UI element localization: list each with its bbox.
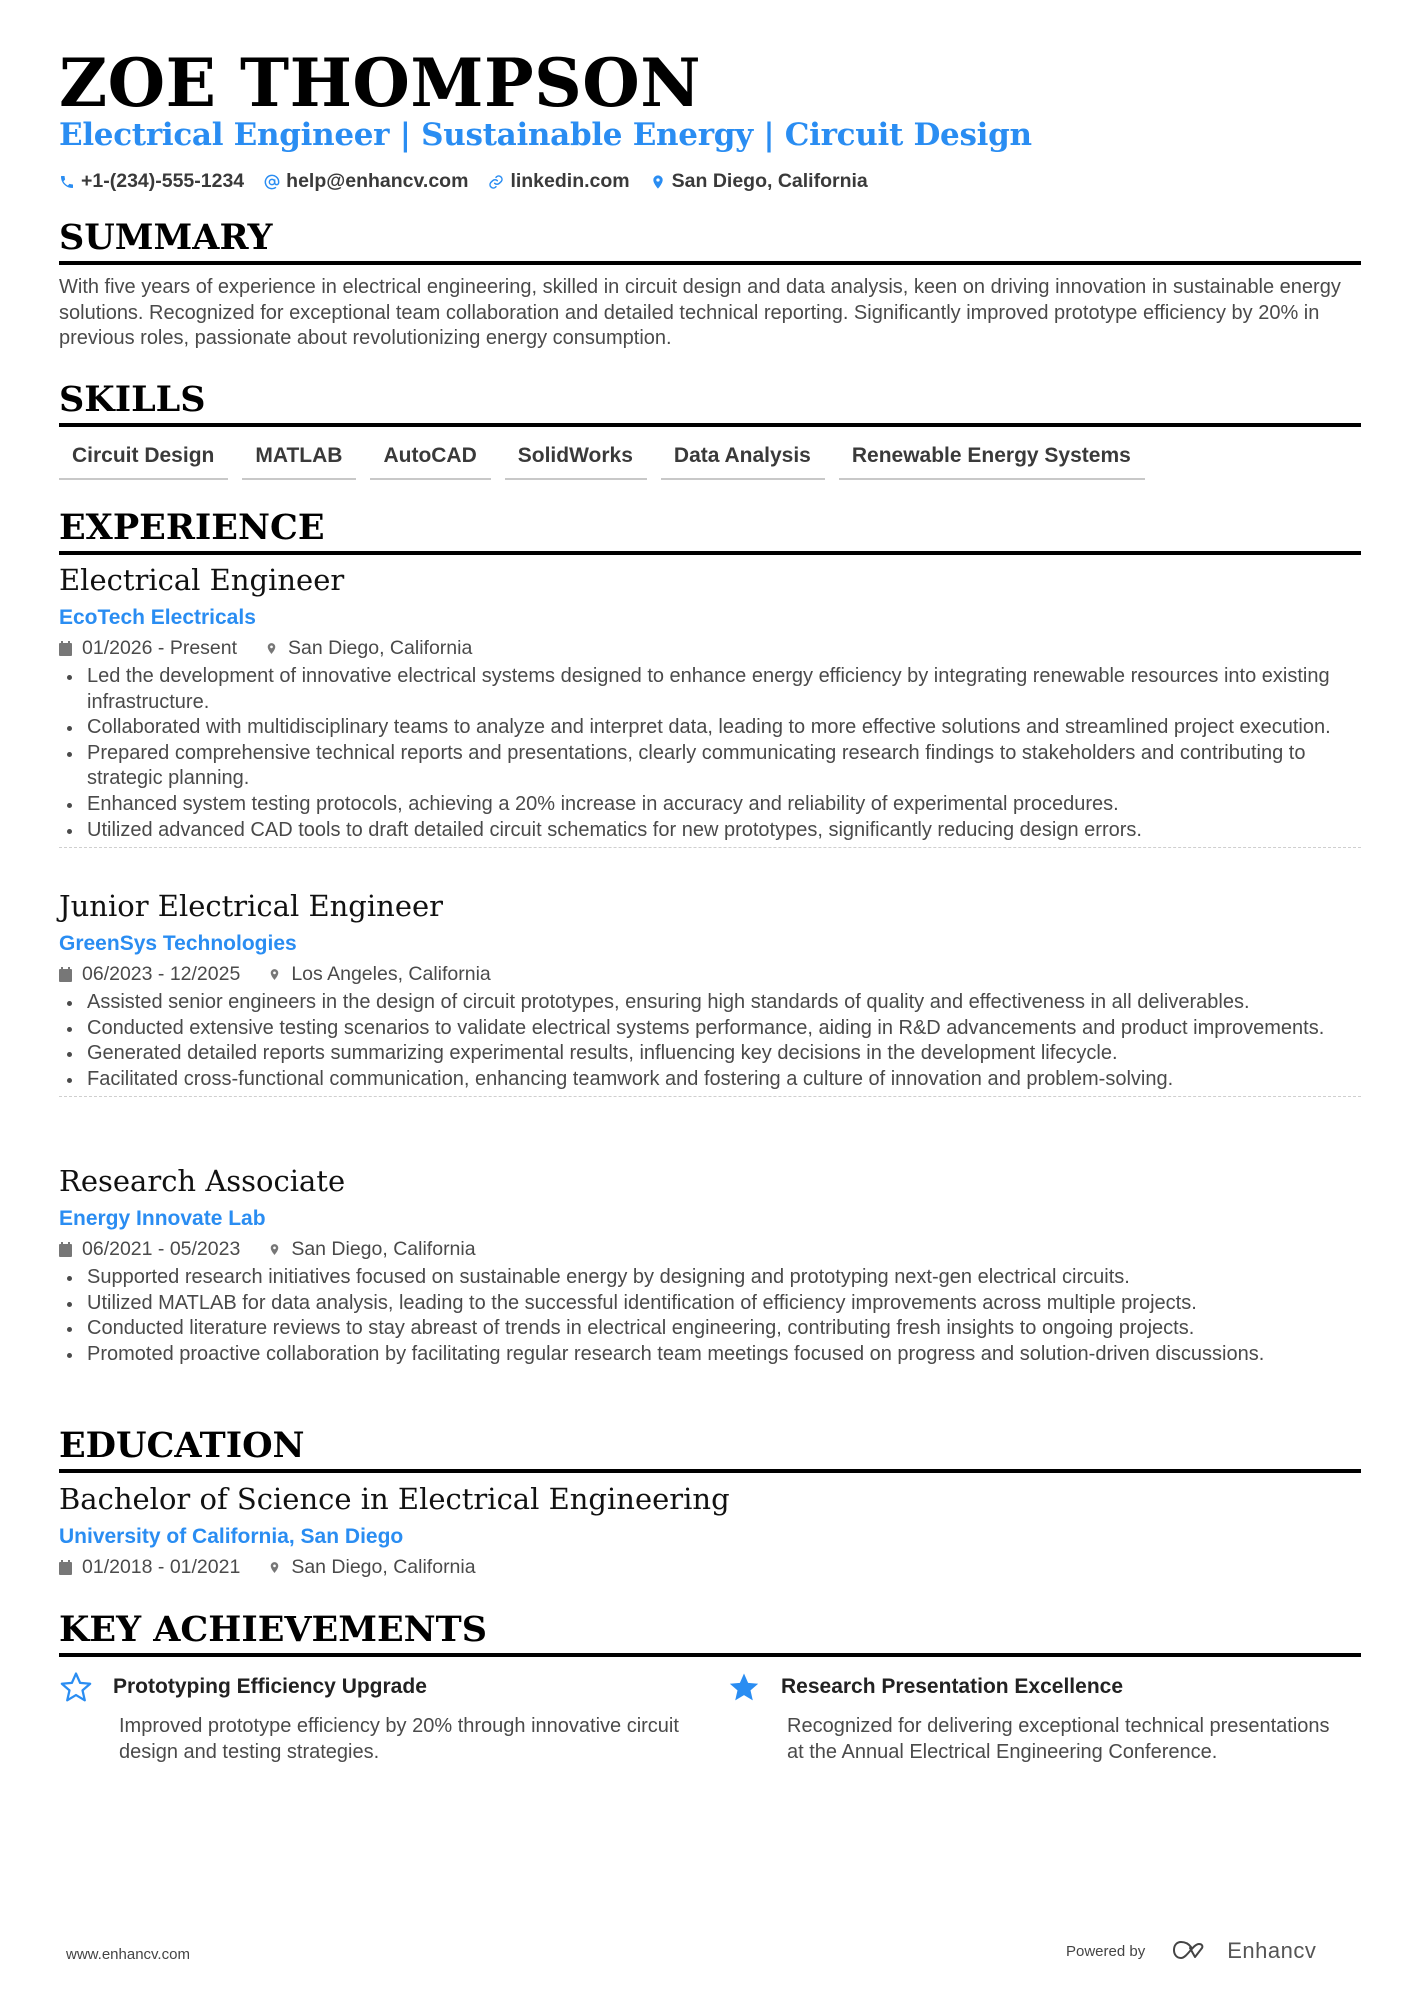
skill-tag: Circuit Design: [59, 440, 228, 480]
brand-name: Enhancv: [1227, 1938, 1317, 1963]
achievements-heading: KEY ACHIEVEMENTS: [59, 1609, 487, 1650]
skills-section-header: [59, 379, 1361, 427]
experience-heading: EXPERIENCE: [59, 507, 325, 548]
bullet-item: Collaborated with multidisciplinary teams to analyze and interpret data, leading to more effective solutions and streamlined project execution.: [59, 715, 1361, 741]
footer-powered-by: [1066, 1938, 1316, 1964]
summary-heading: SUMMARY: [59, 217, 273, 258]
candidate-title: Electrical Engineer | Sustainable Energy | Circuit Design: [59, 117, 1032, 153]
skill-tag: AutoCAD: [370, 440, 490, 480]
skill-tag: Renewable Energy Systems: [839, 440, 1145, 480]
job-meta: [59, 637, 1361, 660]
education-section-header: [59, 1425, 1361, 1473]
contact-linkedin[interactable]: [488, 170, 629, 193]
location-icon: [268, 1242, 281, 1257]
company-name: EcoTech Electricals: [59, 605, 256, 629]
experience-entry: [59, 889, 1361, 1097]
brand-logo[interactable]: [1171, 1938, 1316, 1964]
contact-phone[interactable]: [59, 170, 244, 193]
job-bullets: [59, 1265, 1361, 1367]
education-location-text: San Diego, California: [291, 1556, 476, 1579]
location-icon: [268, 967, 281, 982]
bullet-item: Assisted senior engineers in the design of circuit prototypes, ensuring high standards of quality and effectiveness in all deliverables.: [59, 990, 1361, 1016]
bullet-item: Utilized advanced CAD tools to draft detailed circuit schematics for new prototypes, significantly reducing design errors.: [59, 818, 1361, 844]
achievement-item: [727, 1670, 1347, 1765]
job-dates-text: 06/2023 - 12/2025: [82, 963, 241, 986]
contact-location: [650, 170, 868, 193]
contact-linkedin-text: linkedin.com: [510, 170, 630, 192]
education-entry: [59, 1482, 1361, 1579]
bullet-item: Facilitated cross-functional communication, enhancing teamwork and fostering a culture of innovation and problem-solving.: [59, 1067, 1361, 1093]
bullet-item: Enhanced system testing protocols, achieving a 20% increase in accuracy and reliability of experimental procedures.: [59, 792, 1361, 818]
star-filled-icon: [727, 1670, 761, 1704]
bullet-item: Conducted extensive testing scenarios to validate electrical systems performance, aiding in R&D advancements and product improvements.: [59, 1016, 1361, 1042]
contact-phone-text: +1-(234)-555-1234: [81, 170, 245, 192]
link-icon: [488, 174, 504, 190]
job-title: Electrical Engineer: [59, 563, 345, 597]
location-icon: [265, 641, 278, 656]
achievement-title: Research Presentation Excellence: [781, 1675, 1124, 1698]
job-location: [265, 637, 472, 660]
job-bullets: [59, 664, 1361, 843]
job-location: [268, 1238, 475, 1261]
contact-row: [59, 170, 868, 193]
calendar-icon: [59, 1560, 72, 1575]
degree-title: Bachelor of Science in Electrical Engineering: [59, 1482, 730, 1516]
job-location-text: San Diego, California: [288, 637, 473, 660]
education-dates-text: 01/2018 - 01/2021: [82, 1556, 241, 1579]
candidate-name: ZOE THOMPSON: [59, 44, 702, 122]
achievement-item: [59, 1670, 679, 1765]
experience-entry: [59, 563, 1361, 848]
bullet-item: Prepared comprehensive technical reports and presentations, clearly communicating research findings to stakeholders and contributing to strategic planning.: [59, 741, 1361, 792]
job-title: Junior Electrical Engineer: [59, 889, 444, 923]
achievement-description: Improved prototype efficiency by 20% through innovative circuit design and testing strategies.: [119, 1715, 679, 1763]
skills-list: [59, 440, 1145, 480]
achievement-title-row: [59, 1670, 679, 1704]
company-name: GreenSys Technologies: [59, 931, 297, 955]
star-outline-icon: [59, 1670, 93, 1704]
enhancv-logo-icon: [1171, 1939, 1217, 1963]
job-location-text: San Diego, California: [291, 1238, 476, 1261]
contact-email-text: help@enhancv.com: [286, 170, 469, 192]
bullet-item: Led the development of innovative electrical systems designed to enhance energy efficiency by integrating renewable resources into existing infrastructure.: [59, 664, 1361, 715]
job-dates: [59, 1238, 240, 1261]
summary-text: With five years of experience in electrical engineering, skilled in circuit design and data analysis, keen on driving innovation in sustainable energy solutions. Recognized for exceptional team collaboration and detailed technical reporting. Significantly improved prototype efficiency by 20% in previous roles, passionate about revolutionizing energy consumption.: [59, 276, 1341, 350]
skill-tag: SolidWorks: [505, 440, 647, 480]
education-location: [268, 1556, 475, 1579]
job-dates: [59, 637, 237, 660]
achievement-title-row: [727, 1670, 1347, 1704]
skill-tag: Data Analysis: [661, 440, 825, 480]
job-dates: [59, 963, 240, 986]
skill-tag: MATLAB: [242, 440, 356, 480]
job-dates-text: 01/2026 - Present: [82, 637, 238, 660]
powered-by-text: Powered by: [1066, 1942, 1146, 1960]
summary-section-header: [59, 217, 1361, 265]
job-bullets: [59, 990, 1361, 1092]
entry-divider: [59, 847, 1361, 848]
bullet-item: Utilized MATLAB for data analysis, leading to the successful identification of efficiency improvements across multiple projects.: [59, 1291, 1361, 1317]
job-location-text: Los Angeles, California: [291, 963, 491, 986]
location-icon: [650, 174, 666, 190]
education-meta: [59, 1556, 1361, 1579]
at-icon: [264, 174, 280, 190]
experience-section-header: [59, 507, 1361, 555]
footer-website[interactable]: www.enhancv.com: [66, 1946, 190, 1963]
job-meta: [59, 963, 1361, 986]
bullet-item: Supported research initiatives focused on sustainable energy by designing and prototyping next-gen electrical circuits.: [59, 1265, 1361, 1291]
bullet-item: Conducted literature reviews to stay abreast of trends in electrical engineering, contributing fresh insights to ongoing projects.: [59, 1316, 1361, 1342]
company-name: Energy Innovate Lab: [59, 1206, 266, 1230]
achievement-title: Prototyping Efficiency Upgrade: [113, 1675, 427, 1698]
education-heading: EDUCATION: [59, 1425, 305, 1466]
calendar-icon: [59, 641, 72, 656]
job-dates-text: 06/2021 - 05/2023: [82, 1238, 241, 1261]
experience-entry: [59, 1164, 1361, 1367]
achievement-description: Recognized for delivering exceptional technical presentations at the Annual Electrical Engineering Conference.: [787, 1715, 1330, 1763]
bullet-item: Generated detailed reports summarizing experimental results, influencing key decisions in the development lifecycle.: [59, 1041, 1361, 1067]
calendar-icon: [59, 1242, 72, 1257]
bullet-item: Promoted proactive collaboration by facilitating regular research team meetings focused on progress and solution-driven discussions.: [59, 1342, 1361, 1368]
job-location: [268, 963, 490, 986]
skills-heading: SKILLS: [59, 379, 206, 420]
contact-email[interactable]: [264, 170, 468, 193]
calendar-icon: [59, 967, 72, 982]
contact-location-text: San Diego, California: [671, 170, 868, 192]
entry-divider: [59, 1096, 1361, 1097]
job-title: Research Associate: [59, 1164, 346, 1198]
achievements-section-header: [59, 1609, 1361, 1657]
phone-icon: [59, 174, 75, 190]
job-meta: [59, 1238, 1361, 1261]
education-dates: [59, 1556, 240, 1579]
location-icon: [268, 1560, 281, 1575]
school-name: University of California, San Diego: [59, 1524, 404, 1548]
